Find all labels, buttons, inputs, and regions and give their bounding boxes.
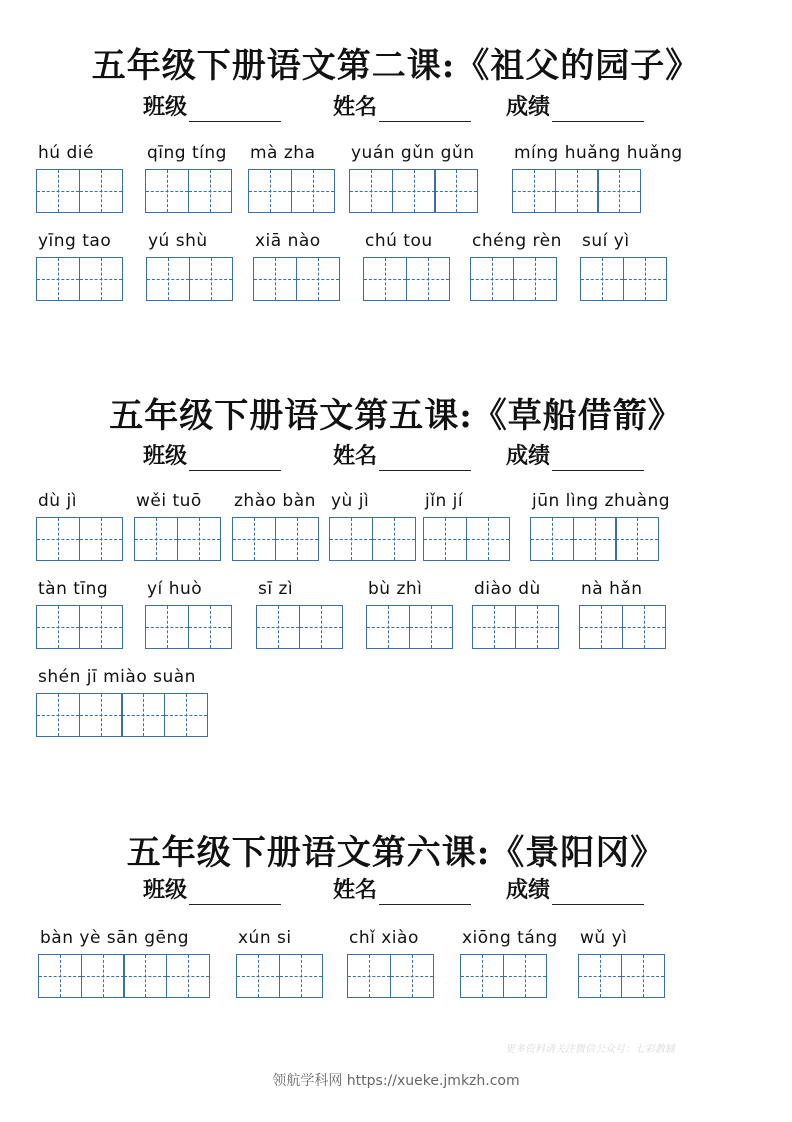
tianzige-writing-box[interactable] xyxy=(623,257,667,301)
tianzige-writing-box[interactable] xyxy=(166,954,210,998)
tianzige-writing-box[interactable] xyxy=(188,169,232,213)
tianzige-writing-box[interactable] xyxy=(145,605,189,649)
tianzige-writing-box[interactable] xyxy=(38,954,82,998)
character-grid xyxy=(347,954,434,998)
character-grid xyxy=(248,169,335,213)
character-grid xyxy=(460,954,547,998)
pinyin-label: jǐn jí xyxy=(425,491,464,511)
score-field xyxy=(506,875,644,905)
pinyin-label: chéng rèn xyxy=(472,231,562,251)
pinyin-label: xún si xyxy=(238,928,292,948)
character-grid xyxy=(423,517,510,561)
tianzige-writing-box[interactable] xyxy=(79,257,123,301)
tianzige-writing-box[interactable] xyxy=(372,517,416,561)
score-label: 成绩 xyxy=(506,94,551,120)
pinyin-label: hú dié xyxy=(38,143,94,163)
pinyin-label: tàn tīng xyxy=(38,579,109,599)
tianzige-writing-box[interactable] xyxy=(512,169,556,213)
tianzige-writing-box[interactable] xyxy=(79,605,123,649)
name-field xyxy=(333,875,471,905)
tianzige-writing-box[interactable] xyxy=(36,605,80,649)
tianzige-writing-box[interactable] xyxy=(392,169,436,213)
tianzige-writing-box[interactable] xyxy=(347,954,391,998)
tianzige-writing-box[interactable] xyxy=(470,257,514,301)
pinyin-label: jūn lìng zhuàng xyxy=(532,491,671,511)
tianzige-writing-box[interactable] xyxy=(349,169,393,213)
class-label: 班级 xyxy=(143,94,188,120)
score-label: 成绩 xyxy=(506,877,551,903)
student-info-line xyxy=(0,875,792,907)
character-grid xyxy=(530,517,659,561)
pinyin-label: yú shù xyxy=(148,231,208,251)
character-grid xyxy=(349,169,478,213)
tianzige-writing-box[interactable] xyxy=(472,605,516,649)
character-grid xyxy=(470,257,557,301)
pinyin-label: dù jì xyxy=(38,491,77,511)
tianzige-writing-box[interactable] xyxy=(79,169,123,213)
tianzige-writing-box[interactable] xyxy=(513,257,557,301)
student-info-line xyxy=(0,92,792,124)
class-blank-line[interactable] xyxy=(189,880,281,905)
tianzige-writing-box[interactable] xyxy=(409,605,453,649)
pinyin-label: yīng tao xyxy=(38,231,112,251)
name-label: 姓名 xyxy=(333,94,378,120)
tianzige-writing-box[interactable] xyxy=(188,605,232,649)
section-title: 五年级下册语文第二课:《祖父的园子》 xyxy=(91,46,701,86)
name-field xyxy=(333,92,471,122)
score-blank-line[interactable] xyxy=(552,97,644,122)
character-grid xyxy=(256,605,343,649)
character-grid xyxy=(232,517,319,561)
character-grid xyxy=(36,517,123,561)
tianzige-writing-box[interactable] xyxy=(123,954,167,998)
class-blank-line[interactable] xyxy=(189,446,281,471)
pinyin-label: zhào bàn xyxy=(234,491,316,511)
name-field xyxy=(333,441,471,471)
pinyin-label: yí huò xyxy=(147,579,203,599)
character-grid xyxy=(236,954,323,998)
pinyin-label: míng huǎng huǎng xyxy=(514,143,683,163)
class-field xyxy=(143,92,281,122)
tianzige-writing-box[interactable] xyxy=(597,169,641,213)
character-grid xyxy=(36,257,123,301)
character-grid xyxy=(145,605,232,649)
student-info-line xyxy=(0,441,792,473)
tianzige-writing-box[interactable] xyxy=(236,954,280,998)
tianzige-writing-box[interactable] xyxy=(134,517,178,561)
pinyin-label: bàn yè sān gēng xyxy=(40,928,190,948)
character-grid xyxy=(578,954,665,998)
tianzige-writing-box[interactable] xyxy=(299,605,343,649)
tianzige-writing-box[interactable] xyxy=(36,169,80,213)
tianzige-writing-box[interactable] xyxy=(423,517,467,561)
tianzige-writing-box[interactable] xyxy=(329,517,373,561)
tianzige-writing-box[interactable] xyxy=(363,257,407,301)
pinyin-label: shén jī miào suàn xyxy=(38,667,196,687)
class-field xyxy=(143,875,281,905)
pinyin-label: sī zì xyxy=(258,579,294,599)
class-label: 班级 xyxy=(143,877,188,903)
footer-text: 领航学科网 https://xueke.jmkzh.com xyxy=(272,1073,520,1089)
character-grid xyxy=(145,169,232,213)
character-grid xyxy=(366,605,453,649)
name-blank-line[interactable] xyxy=(379,880,471,905)
pinyin-label: xiā nào xyxy=(255,231,321,251)
character-grid xyxy=(134,517,221,561)
tianzige-writing-box[interactable] xyxy=(248,169,292,213)
tianzige-writing-box[interactable] xyxy=(615,517,659,561)
tianzige-writing-box[interactable] xyxy=(36,693,80,737)
tianzige-writing-box[interactable] xyxy=(515,605,559,649)
pinyin-label: chú tou xyxy=(365,231,433,251)
tianzige-writing-box[interactable] xyxy=(145,169,189,213)
tianzige-writing-box[interactable] xyxy=(275,517,319,561)
tianzige-writing-box[interactable] xyxy=(146,257,190,301)
tianzige-writing-box[interactable] xyxy=(460,954,504,998)
tianzige-writing-box[interactable] xyxy=(578,954,622,998)
pinyin-label: suí yì xyxy=(582,231,630,251)
pinyin-label: nà hǎn xyxy=(581,579,643,599)
character-grid xyxy=(512,169,641,213)
character-grid xyxy=(579,605,666,649)
score-blank-line[interactable] xyxy=(552,446,644,471)
pinyin-label: diào dù xyxy=(474,579,541,599)
tianzige-writing-box[interactable] xyxy=(296,257,340,301)
character-grid xyxy=(363,257,450,301)
pinyin-label: qīng tíng xyxy=(147,143,227,163)
score-field xyxy=(506,441,644,471)
score-blank-line[interactable] xyxy=(552,880,644,905)
tianzige-writing-box[interactable] xyxy=(79,517,123,561)
tianzige-writing-box[interactable] xyxy=(622,605,666,649)
pinyin-label: wǔ yì xyxy=(580,928,628,948)
watermark: 更多资料请关注微信公众号：七彩教辅 xyxy=(505,1044,675,1055)
section-title: 五年级下册语文第六课:《景阳冈》 xyxy=(126,833,666,873)
name-label: 姓名 xyxy=(333,877,378,903)
name-label: 姓名 xyxy=(333,443,378,469)
score-field xyxy=(506,92,644,122)
tianzige-writing-box[interactable] xyxy=(256,605,300,649)
tianzige-writing-box[interactable] xyxy=(232,517,276,561)
character-grid xyxy=(253,257,340,301)
tianzige-writing-box[interactable] xyxy=(366,605,410,649)
tianzige-writing-box[interactable] xyxy=(36,257,80,301)
pinyin-label: chǐ xiào xyxy=(349,928,419,948)
tianzige-writing-box[interactable] xyxy=(177,517,221,561)
class-field xyxy=(143,441,281,471)
character-grid xyxy=(38,954,210,998)
character-grid xyxy=(36,169,123,213)
tianzige-writing-box[interactable] xyxy=(503,954,547,998)
tianzige-writing-box[interactable] xyxy=(579,605,623,649)
character-grid xyxy=(472,605,559,649)
pinyin-label: wěi tuō xyxy=(136,491,202,511)
tianzige-writing-box[interactable] xyxy=(580,257,624,301)
character-grid xyxy=(580,257,667,301)
tianzige-writing-box[interactable] xyxy=(573,517,617,561)
class-label: 班级 xyxy=(143,443,188,469)
class-blank-line[interactable] xyxy=(189,97,281,122)
pinyin-label: yù jì xyxy=(331,491,370,511)
pinyin-label: xiōng táng xyxy=(462,928,558,948)
character-grid xyxy=(36,605,123,649)
tianzige-writing-box[interactable] xyxy=(291,169,335,213)
tianzige-writing-box[interactable] xyxy=(530,517,574,561)
tianzige-writing-box[interactable] xyxy=(279,954,323,998)
tianzige-writing-box[interactable] xyxy=(406,257,450,301)
tianzige-writing-box[interactable] xyxy=(121,693,165,737)
pinyin-label: mà zha xyxy=(250,143,316,163)
tianzige-writing-box[interactable] xyxy=(390,954,434,998)
pinyin-label: bù zhì xyxy=(368,579,423,599)
tianzige-writing-box[interactable] xyxy=(434,169,478,213)
section-title: 五年级下册语文第五课:《草船借箭》 xyxy=(109,396,683,436)
tianzige-writing-box[interactable] xyxy=(253,257,297,301)
name-blank-line[interactable] xyxy=(379,97,471,122)
character-grid xyxy=(36,693,208,737)
pinyin-label: yuán gǔn gǔn xyxy=(351,143,475,163)
tianzige-writing-box[interactable] xyxy=(555,169,599,213)
tianzige-writing-box[interactable] xyxy=(621,954,665,998)
tianzige-writing-box[interactable] xyxy=(164,693,208,737)
tianzige-writing-box[interactable] xyxy=(466,517,510,561)
name-blank-line[interactable] xyxy=(379,446,471,471)
tianzige-writing-box[interactable] xyxy=(189,257,233,301)
score-label: 成绩 xyxy=(506,443,551,469)
tianzige-writing-box[interactable] xyxy=(81,954,125,998)
character-grid xyxy=(329,517,416,561)
tianzige-writing-box[interactable] xyxy=(79,693,123,737)
tianzige-writing-box[interactable] xyxy=(36,517,80,561)
character-grid xyxy=(146,257,233,301)
